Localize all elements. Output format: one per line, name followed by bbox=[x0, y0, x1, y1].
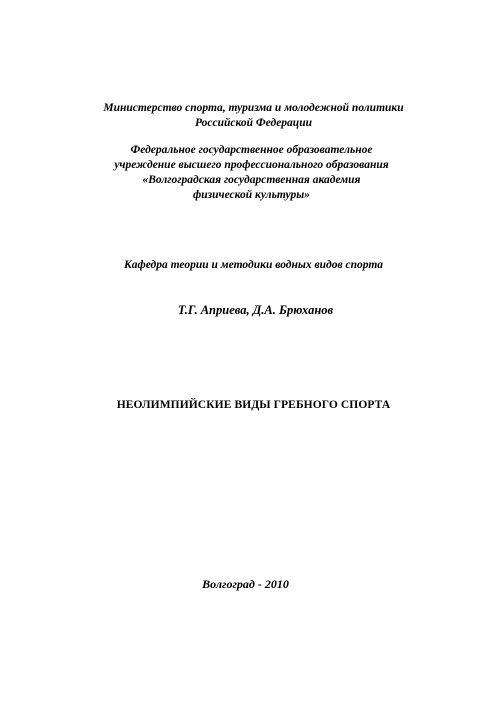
ministry-line: Министерство спорта, туризма и молодежной политики bbox=[103, 102, 404, 114]
institution-heading bbox=[6, 143, 491, 203]
institution-line: физической культуры» bbox=[193, 189, 310, 201]
department-line: Кафедра теории и методики водных видов спорта bbox=[123, 259, 384, 271]
ministry-heading bbox=[8, 101, 491, 131]
institution-line: учреждение высшего профессионального образования bbox=[114, 159, 389, 171]
title-line: НЕОЛИМПИЙСКИЕ ВИДЫ ГРЕБНОГО СПОРТА bbox=[116, 399, 391, 411]
authors bbox=[10, 303, 491, 318]
authors-line: Т.Г. Априева, Д.А. Брюханов bbox=[177, 303, 334, 317]
city-year-line: Волгоград - 2010 bbox=[202, 577, 289, 591]
institution-line: Федеральное государственное образовательное bbox=[130, 144, 373, 156]
document-title bbox=[8, 398, 491, 413]
department-name bbox=[8, 258, 491, 273]
city-year bbox=[0, 577, 491, 592]
institution-line: «Волгоградская государственная академия bbox=[142, 174, 361, 186]
ministry-line: Российской Федерации bbox=[195, 117, 312, 129]
